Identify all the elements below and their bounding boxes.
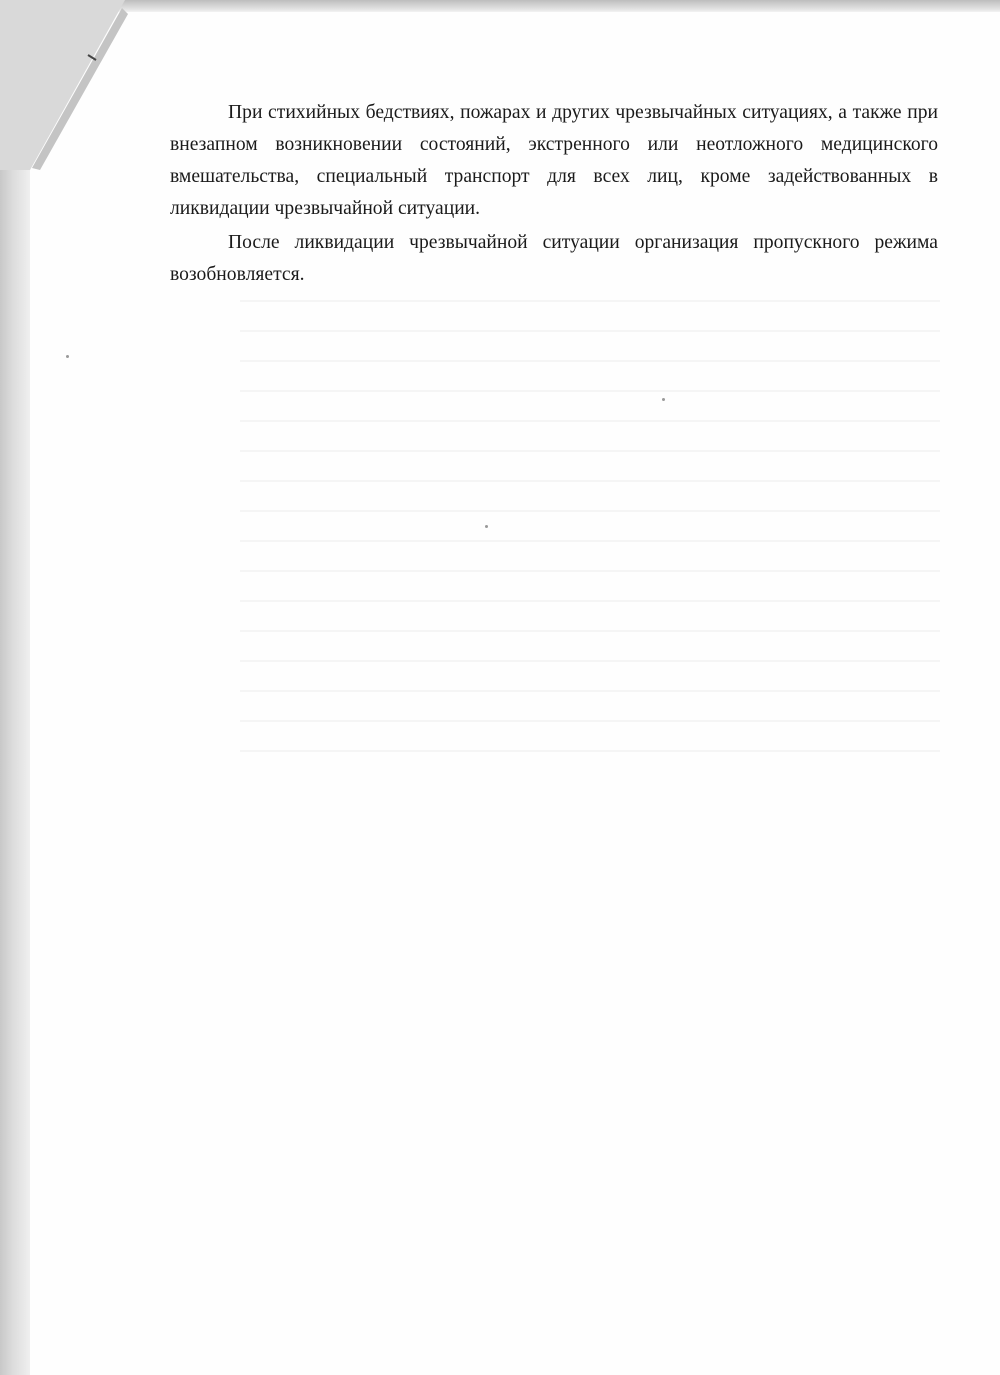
scan-left-shadow: [0, 0, 32, 1375]
document-body: [170, 97, 938, 291]
folded-corner-decoration: [0, 0, 140, 170]
scan-speck: [662, 398, 665, 401]
paragraph-regime-resumption: После ликвидации чрезвычайной ситуации организация пропускного режима возобновляется.: [170, 232, 938, 285]
reverse-side-bleed: [240, 300, 940, 780]
scan-speck: [485, 525, 488, 528]
scan-speck: [66, 355, 69, 358]
paragraph-emergency-situations: При стихийных бедствиях, пожарах и других чрезвычайных ситуациях, а также при внезапном возникновении состояний, экстренного или неотложного медицинского вмешательства, специальный транспорт для всех лиц, кроме задействованных в ликвидации чрезвычайной ситуации.: [170, 102, 938, 219]
